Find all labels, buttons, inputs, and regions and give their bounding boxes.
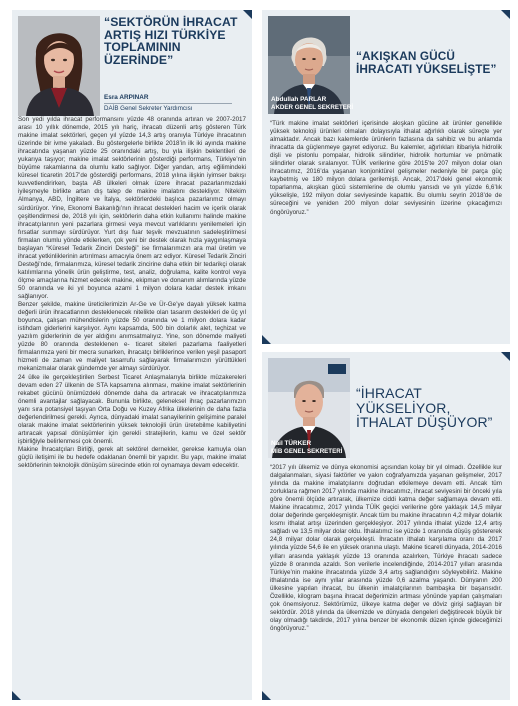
speaker-name: Esra ARPINAR bbox=[104, 94, 149, 101]
article-body: “Türk makine imalat sektörleri içerisinde akışkan gücüne ait ürünler genellikle yüksek teknoloji ürünleri olmaları dolayısıyla ithalat ağırlıklı olarak süreçte yer almaktadır. Ancak bazı kalemlerde ürünlerin fazlasına da sahibiz ve bu anlamda ihracatta da güçlenmeye gayret ediyoruz. Bu kalemler, ağırlıkları itibariyla hidrolik dişli ve pistonlu pompalar, hidrolik silindirler, hidrolik hortumlar ve pnömatik silindirler olarak sıralanıyor. TÜİK verilerine göre 2015’te 207 milyon dolar olan ihracatımız, 2016’da yaşanan konjonktürel gelişmeler nedeniyle bir parça güç kaybetmiş ve 180 milyon dolara gerilemişti. Ancak, 2017’deki genel ekonomik toparlanma, akışkan gücü sistemlerine de olumlu yansıdı ve yılı yüzde 6,6’lık yükselişle, 192 milyon dolar seviyesinde kapattık. Bu olumlu seyrin 2018’de de süreceğini ve yeniden 200 milyon dolar seviyesinin üzerine çıkacağımızı öngörüyoruz.” bbox=[270, 120, 502, 216]
speaker-info bbox=[268, 94, 360, 114]
article-body: “2017 yılı ülkemiz ve dünya ekonomisi açısından kolay bir yıl olmadı. Özellikle kur dalgalanmaları, siyasi faktörler ve yakın coğrafyamızda yaşanan gelişmeler, 2017 yılında da makine imalatçılarını doğrudan etkilemeye devam etti. Ancak tüm zorluklara rağmen 2017 yılında makine ihracatımız, ihracat seviyesini bir önceki yıla göre önemli ölçüde artırarak, ülkemize ciddi katma değer sağlamaya devam etti. Makine ihracatımız, 2017 yılında TÜİK geçici verilerine göre yaklaşık 14,5 milyar dolar değerinde gerçekleşmiştir. Ancak tüm bu makine ihracatının 4,2 milyar dolarlık kısmı ithalat artışı üzerinden gerçekleşiyor. 2017 yılında ithalat yüzde 12,4 artış sağladı ve 13,5 milyar dolar oldu. İthalatımız ise yüzde 1 oranında düşüş göstererek 24,8 milyar dolar olarak gerçekleşti. İhracatın ithalatı karşılama oranı da 2017 yılında yüzde 54,6 ile en yüksek oranına ulaştı. Makine ticareti dünyada, 2014-2016 yılları arasında yaklaşık yüzde 13 oranında azalırken, Türkiye ihracatı sadece yüzde 8 oranında azaldı. Son verilerle incelendiğinde, 2014-2017 yılları arasında Türkiye’nin makine ihracatında yüzde 3,4 artış sağlandığını söyleyebiliriz. Makine ithalatında ise aynı yıllar arasında yüzde 0,6 azalma yaşandı. Dünyanın 200 ülkesine yapılan ihracat, bu ülkenin imalatçılarının bambaşka bir başarısıdır. Özellikle, kilogram başına ihracat değerimizin artması yönünde yapılan çalışmaları çok önemsiyoruz. Sektörümüz, ülkeye katma değer ve döviz girişi sağlayan bir sektördür. 2018 yılında da ülkemizde ve dünyada dengeleri değiştirecek büyük bir olay olmadığı takdirde, 2017 yılına benzer bir ekonomik düzen içinde gideceğimizi öngörüyoruz.” bbox=[270, 464, 502, 632]
speaker-info bbox=[268, 438, 368, 458]
corner-accent bbox=[501, 10, 510, 19]
article-body: Son yedi yılda ihracat performansını yüzde 48 oranında artıran ve 2007-2017 arası 10 yıllık dönemde, 2015 yılı hariç, ihracatı düzenli artış gösteren Türk makine imalat sektörleri, geçen yıl yüzde 14,3 artış oranıyla Türkiye ihracatının üzerinde bir ivme yakaladı. Bu göstergelerle birlikte 2018’in ilk iki ayında makine ihracatında yaşanan yüzde 25 oranındaki artış, bu yıla ilişkin beklentileri de yukarıya taşıyor; makine imalat sektörlerinin gösterdiği performans, Türkiye’nin büyüme rakamlarına da olumlu katkı sağlıyor. Diğer yandan, artış eğilimindeki küresel ticaretin 2017’de gösterdiği performans, 2018 yılına ilişkin iyimser bakışı kuvvetlendirirken, başta AB ülkeleri olmak üzere ihracat pazarlarımızdaki iyileşmeyle birlikte artan dış talep de makine imalatını destekliyor. Nitekim Almanya, ABD, İngiltere ve İtalya, sektörlerdeki başlıca pazarlarımız olmayı sürdürüyor. Yine, Ekonomi Bakanlığı’nın ihracat destekleri hacim ve içerik olarak çeşitlendirmesi de, 2018 yılı için, sektörlerin daha etkin kullanımı halinde makine ihracatçılarının yeni pazarlara girmesi veya mevcut varlıklarını yenilemeleri için fırsatlar sunmayı sürdürüyor. Yurt dışı fuar teşvik mevzuatının sadeleştirilmesi firmaları olumlu yönde etkilerken, çok yeni bir destek olarak hızla yaygınlaşmaya başlayan “Küresel Tedarik Zinciri Desteği” ise firmalarımızın ara mal üretim ve ihracat yetkinliklerinin artırılması amacıyla önem arz ediyor. Küresel Tedarik Zinciri Desteği’nde, firmalarımıza, küresel tedarik zincirine daha etkin bir tedarikçi olarak katılımlarına yönelik ürün geliştirme, test, analiz, doğrulama, kalite kontrol veya ölçme amaçlarına hizmet edecek makine, ekipman ve donanım alımlarında yüzde 50 oranında ve iki yıl boyunca azami 1 milyon dolara kadar destek imkanı sağlanıyor. Benzer şekilde, makine üreticilerimizin Ar-Ge ve Ür-Ge’ye dayalı yüksek katma değerli ürün ihracatlarının desteklenecek nitelikte olan tasarım destekleri de üç yıl boyunca, çalışan mühendislerin yüzde 50 oranında ve 1 milyon dolara kadar istihdam giderlerini karşılıyor. Aynı kapsamda, 500 bin dolarlık alet, teçhizat ve yazılım giderlerinin de yer aldığını anımsatmalıyız. Yine, son dönemde maliyeti yüzde 80 oranında desteklenen e- ticaret siteleri pazarlama faaliyetleri firmalarımıza yeni bir mecra sunarken, ihracatçı birliklerince verilen yeşil pasaport hizmeti de zaman ve maliyet tasarrufu sağlayarak firmalarımızın yürüttükleri mekanizmalar olarak gündemde yer almayı sürdürüyor. 24 ülke ile gerçekleştirilen Serbest Ticaret Anlaşmalarıyla birlikte müzakereleri devam eden 27 ülkenin de STA kapsamına alınması, makine imalat sektörlerinin rekabet gücünü önümüzdeki dönemde daha da artıracak ve ihracatçılarımıza önemli avantajlar sağlayacak. Bununla birlikte, geleneksel ihraç pazarlarımızın yanı sıra potansiyel taşıyan Orta Doğu ve Kuzey Afrika ülkelerinin de daha fazla değerlendirilmesi gerekli. Ayrıca, dünyadaki imalat sanayilerinin gelişimine paralel olarak makine imalat sektörlerinin yüksek teknolojili ürün üretebilme kabiliyetini artıracak yapısal dönüşümler için gerekli stratejilerin, kamu ve özel sektör işbirliğiyle belirlenmesi çok önemli. Makine İhracatçıları Birliği, gerek alt sektörel dernekler, gerekse kamuyla olan güçlü iletişimi ile bu hedefe odaklanan önemli bir yapıdır. Bu yapı, makine imalat sektörlerinin teknolojik dönüşüm sürecinde etkin rol oynamaya devam edecektir. bbox=[18, 116, 246, 470]
speaker-title: MİB GENEL SEKRETERİ bbox=[271, 448, 343, 455]
divider bbox=[104, 103, 232, 104]
portrait-arpinar bbox=[18, 16, 100, 116]
speaker-info bbox=[104, 94, 248, 113]
speaker-name: Abdullah PARLAR bbox=[271, 96, 327, 103]
headline-quote: “SEKTÖRÜN İHRACAT ARTIŞ HIZI TÜRKİYE TOPLAMININ ÜZERİNDE” bbox=[104, 15, 238, 67]
headline-quote: “İHRACAT YÜKSELİYOR, İTHALAT DÜŞÜYOR” bbox=[356, 385, 493, 431]
speaker-title: DAİB Genel Sekreter Yardımcısı bbox=[104, 105, 193, 112]
interview-box-arpinar bbox=[12, 10, 252, 700]
corner-accent bbox=[501, 352, 510, 361]
interview-box-parlar bbox=[262, 10, 510, 344]
corner-accent bbox=[12, 691, 21, 700]
interview-box-turker bbox=[262, 352, 510, 700]
headline-quote: “AKIŞKAN GÜCÜ İHRACATI YÜKSELİŞTE” bbox=[356, 49, 497, 76]
corner-accent bbox=[262, 335, 271, 344]
speaker-title: AKDER GENEL SEKRETERİ bbox=[271, 104, 354, 111]
speaker-name: Nail TÜRKER bbox=[271, 440, 312, 447]
